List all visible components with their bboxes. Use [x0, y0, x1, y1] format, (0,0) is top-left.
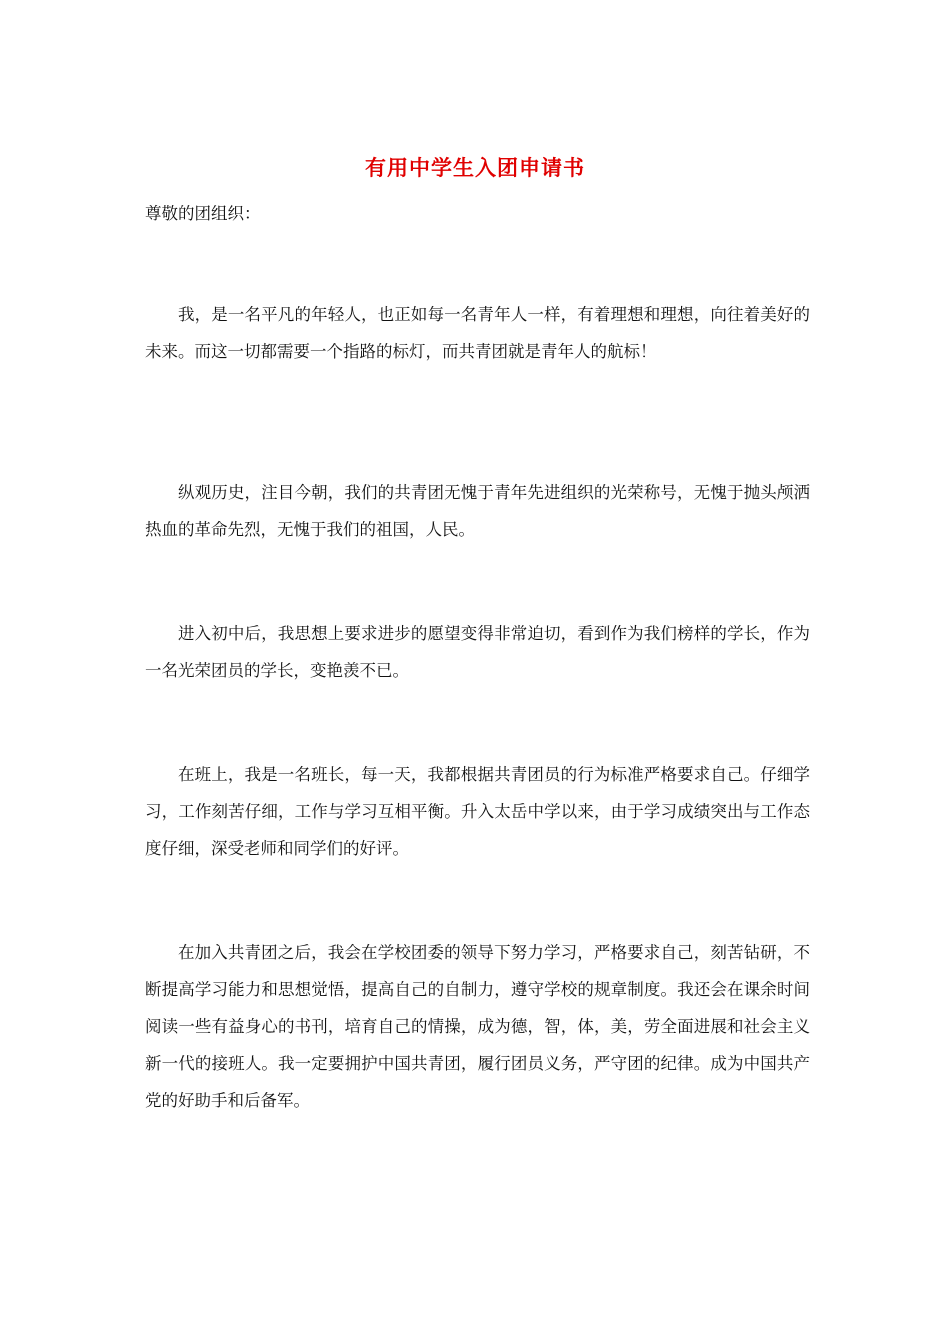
paragraph-5: 在加入共青团之后，我会在学校团委的领导下努力学习，严格要求自己，刻苦钻研，不断提高学习能力和思想觉悟，提高自己的自制力，遵守学校的规章制度。我还会在课余时间阅读一些有益身心的书刊，培育自己的情操，成为德，智，体，美，劳全面进展和社会主义新一代的接班人。我一定要拥护中国共青团，履行团员义务，严守团的纪律。成为中国共产党的好助手和后备军。 [145, 943, 810, 1110]
paragraph-2: 纵观历史，注目今朝，我们的共青团无愧于青年先进组织的光荣称号，无愧于抛头颅洒热血的革命先烈，无愧于我们的祖国，人民。 [145, 483, 810, 539]
salutation: 尊敬的团组织： [145, 204, 261, 223]
paragraph-3: 进入初中后，我思想上要求进步的愿望变得非常迫切，看到作为我们榜样的学长，作为一名光荣团员的学长，变艳羡不已。 [145, 624, 810, 680]
paragraph-4: 在班上，我是一名班长，每一天，我都根据共青团员的行为标准严格要求自己。仔细学习，工作刻苦仔细，工作与学习互相平衡。升入太岳中学以来，由于学习成绩突出与工作态度仔细，深受老师和同学们的好评。 [145, 765, 810, 858]
document-title: 有用中学生入团申请书 [365, 155, 585, 180]
paragraph-1: 我，是一名平凡的年轻人，也正如每一名青年人一样，有着理想和理想，向往着美好的未来。而这一切都需要一个指路的标灯，而共青团就是青年人的航标！ [145, 305, 810, 361]
